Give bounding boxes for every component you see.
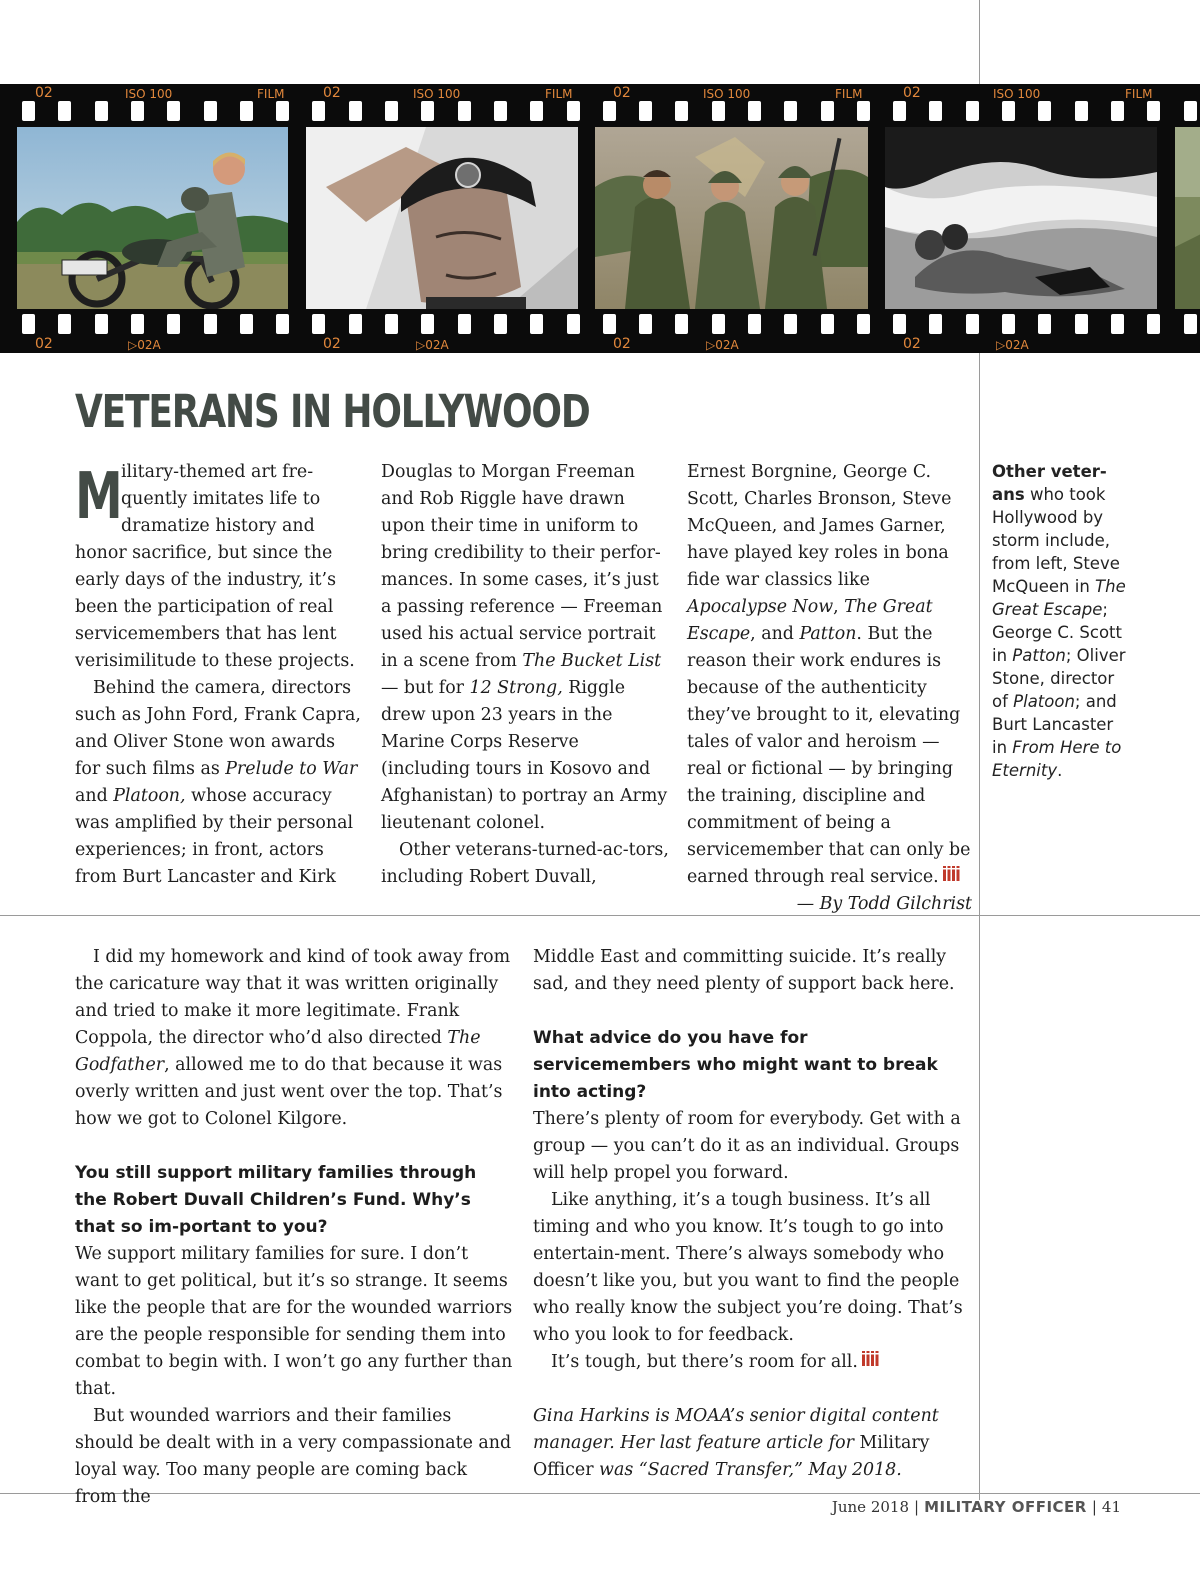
sprocket-hole bbox=[349, 314, 362, 334]
paragraph bbox=[75, 675, 365, 891]
sprocket-hole bbox=[95, 314, 108, 334]
text: and bbox=[75, 786, 114, 806]
photo-from-here-to-eternity bbox=[885, 127, 1157, 309]
sprocket-hole bbox=[821, 314, 834, 334]
film-strip bbox=[0, 84, 1200, 353]
frame-code: ▷02A bbox=[128, 338, 161, 352]
caption-line: Stone, director bbox=[992, 669, 1115, 688]
answer-paragraph: We support military families for sure. I don’t want to get political, but it’s so strange. It seems like the people that are for the wounded warriors are the people responsible for sending them into combat to begin with. I won’t go any further than that. bbox=[75, 1244, 513, 1399]
frame-film: FILM bbox=[257, 87, 285, 101]
text-line: dramatize history and bbox=[121, 516, 315, 536]
text-line: quently imitates life to bbox=[121, 489, 321, 509]
sprocket-hole bbox=[603, 101, 616, 121]
sprocket-hole bbox=[929, 101, 942, 121]
frame-code-text: 02A bbox=[715, 338, 739, 352]
sprocket-hole bbox=[567, 101, 580, 121]
caption-text: McQueen in bbox=[992, 577, 1096, 596]
text: Behind the camera, directors such as John Ford, Frank Capra, and Oliver Stone won awards for such films as bbox=[75, 678, 361, 779]
frame-iso: ISO 100 bbox=[125, 87, 173, 101]
footer-separator: | bbox=[914, 1498, 920, 1516]
text: whose accuracy was amplified by their personal experiences; in front, actors from Burt Lancaster and Kirk bbox=[75, 786, 354, 887]
sprocket-hole bbox=[966, 314, 979, 334]
frame-number: 02 bbox=[35, 336, 53, 352]
frame-iso: ISO 100 bbox=[993, 87, 1041, 101]
sprocket-hole bbox=[1184, 314, 1197, 334]
sprocket-hole bbox=[1075, 314, 1088, 334]
sprocket-hole bbox=[1002, 101, 1015, 121]
sprocket-hole bbox=[1075, 101, 1088, 121]
sprocket-hole bbox=[966, 101, 979, 121]
sprocket-hole bbox=[385, 314, 398, 334]
author-bio bbox=[533, 1403, 969, 1484]
sprocket-hole bbox=[639, 101, 652, 121]
sprocket-hole bbox=[204, 101, 217, 121]
interview-question: What advice do you have for servicemembers who might want to break into acting? bbox=[533, 1028, 938, 1102]
paragraph-text: honor sacrifice, but since the early days of the industry, it’s been the participation of real servicemembers that has lent verisimilitude to these projects. bbox=[75, 543, 355, 671]
film-title: Prelude to War bbox=[225, 759, 358, 779]
text-line: ilitary-themed art fre- bbox=[121, 462, 314, 482]
sprocket-hole bbox=[240, 314, 253, 334]
text: I did my homework and kind of took away from the caricature way that it was written originally and tried to make it more legitimate. Frank Coppola, the director who’d also directed bbox=[75, 947, 511, 1048]
caption-text: in bbox=[992, 646, 1013, 665]
text: It’s tough, but there’s room for all. bbox=[551, 1352, 858, 1372]
paragraph: Other veterans-turned-ac-tors, including Robert Duvall, bbox=[381, 840, 669, 887]
sprocket-hole bbox=[1038, 101, 1051, 121]
sprocket-hole bbox=[639, 314, 652, 334]
text: Riggle drew upon 23 years in the Marine Corps Reserve (including tours in Kosovo and Afghanistan) to portray an Army lieutenant colonel. bbox=[381, 678, 668, 833]
frame-film: FILM bbox=[835, 87, 863, 101]
caption-line: Burt Lancaster bbox=[992, 715, 1114, 734]
caption-film-title: From Here to bbox=[1012, 738, 1122, 757]
spacer bbox=[533, 1376, 969, 1403]
sprocket-hole bbox=[167, 314, 180, 334]
page-number: 41 bbox=[1101, 1498, 1121, 1516]
article-column-3 bbox=[687, 459, 972, 918]
text: , bbox=[833, 597, 845, 617]
sprocket-hole bbox=[458, 101, 471, 121]
sprocket-hole bbox=[675, 101, 688, 121]
interview-question: You still support military families through the Robert Duvall Children’s Fund. Why’s that so im-portant to you? bbox=[75, 1163, 477, 1237]
end-mark-icon bbox=[943, 866, 960, 881]
caption-text: ; bbox=[1102, 600, 1108, 619]
sprocket-holes-top bbox=[0, 101, 1200, 121]
sprocket-hole bbox=[603, 314, 616, 334]
sprocket-hole bbox=[494, 314, 507, 334]
answer-paragraph: Like anything, it’s a tough business. It’s all timing and who you know. It’s tough to go into entertain-ment. There’s always somebody who doesn’t like you, but you want to find the people who really know the subject you’re doing. That’s who you look to for feedback. bbox=[533, 1190, 963, 1345]
text: , allowed me to do that because it was overly written and just went over the top. That’s how we got to Colonel Kilgore. bbox=[75, 1055, 503, 1129]
sprocket-hole bbox=[421, 314, 434, 334]
sprocket-hole bbox=[748, 101, 761, 121]
sprocket-hole bbox=[95, 101, 108, 121]
frame-code-text: 02A bbox=[137, 338, 161, 352]
sprocket-hole bbox=[857, 314, 870, 334]
frame-code-text: 02A bbox=[425, 338, 449, 352]
sprocket-hole bbox=[167, 101, 180, 121]
interview-column-left bbox=[75, 944, 513, 1511]
sprocket-hole bbox=[349, 101, 362, 121]
caption-text: of bbox=[992, 692, 1014, 711]
sprocket-hole bbox=[821, 101, 834, 121]
sprocket-hole bbox=[784, 101, 797, 121]
caption-lead: Other veter- bbox=[992, 462, 1107, 481]
caption-text: who took bbox=[1024, 485, 1106, 504]
film-title: The Godfather bbox=[75, 1028, 481, 1075]
film-title: Platoon, bbox=[113, 786, 186, 806]
frame-number: 02 bbox=[323, 336, 341, 352]
sprocket-hole bbox=[567, 314, 580, 334]
sprocket-holes-bottom bbox=[0, 314, 1200, 334]
frame-iso: ISO 100 bbox=[703, 87, 751, 101]
spacer bbox=[533, 998, 969, 1025]
caption-text: ; and bbox=[1074, 692, 1117, 711]
sprocket-hole bbox=[784, 314, 797, 334]
page-footer bbox=[832, 1495, 1121, 1519]
byline: — By Todd Gilchrist bbox=[796, 894, 972, 914]
caption-text: in bbox=[992, 738, 1013, 757]
frame-number: 02 bbox=[903, 85, 921, 101]
frame-iso: ISO 100 bbox=[413, 87, 461, 101]
text: , and bbox=[750, 624, 800, 644]
sprocket-hole bbox=[1147, 101, 1160, 121]
text: Ernest Borgnine, George C. Scott, Charles Bronson, Steve McQueen, and James Garner, have played key roles in bona fide war classics like bbox=[687, 462, 952, 590]
caption-lead: ans bbox=[992, 485, 1025, 504]
sprocket-hole bbox=[748, 314, 761, 334]
caption-line: Hollywood by bbox=[992, 508, 1104, 527]
sprocket-hole bbox=[929, 314, 942, 334]
frame-code: ▷02A bbox=[996, 338, 1029, 352]
caption-film-title: Eternity bbox=[992, 761, 1058, 780]
caption-film-title: Great Escape bbox=[992, 600, 1103, 619]
spacer bbox=[75, 1133, 513, 1160]
text: Gina Harkins is MOAA’s senior digital content manager. Her last feature article for bbox=[533, 1406, 939, 1453]
text: was “Sacred Transfer,” May 2018. bbox=[593, 1460, 902, 1480]
text: . But the reason their work endures is because of the authenticity they’ve brought to it, elevating tales of valor and heroism — real or fictional — by bringing the training, discipline and commitment of being a servicemember that can only be earned through real service. bbox=[687, 624, 971, 887]
film-title: Apocalypse Now bbox=[687, 597, 834, 617]
text: — but for bbox=[381, 678, 470, 698]
caption-line: George C. Scott bbox=[992, 623, 1122, 642]
sprocket-hole bbox=[1002, 314, 1015, 334]
sprocket-hole bbox=[530, 314, 543, 334]
section-divider bbox=[0, 915, 1200, 916]
caption-line: storm include, bbox=[992, 531, 1110, 550]
photo-partial bbox=[1175, 127, 1200, 309]
photo-platoon bbox=[595, 127, 868, 309]
frame-number: 02 bbox=[323, 85, 341, 101]
sprocket-hole bbox=[712, 314, 725, 334]
frame-film: FILM bbox=[545, 87, 573, 101]
sprocket-hole bbox=[312, 101, 325, 121]
paragraph bbox=[381, 459, 671, 837]
drop-cap: M bbox=[75, 460, 123, 534]
photo-great-escape bbox=[17, 127, 288, 309]
sprocket-hole bbox=[675, 314, 688, 334]
sprocket-hole bbox=[385, 101, 398, 121]
sprocket-hole bbox=[1038, 314, 1051, 334]
sprocket-hole bbox=[494, 101, 507, 121]
caption-text: ; Oliver bbox=[1065, 646, 1126, 665]
sprocket-hole bbox=[893, 101, 906, 121]
sprocket-hole bbox=[421, 101, 434, 121]
photo-caption bbox=[992, 460, 1172, 782]
answer-paragraph: There’s plenty of room for everybody. Get with a group — you can’t do it as an individual. Groups will help propel you forward. bbox=[533, 1109, 961, 1183]
text: Douglas to Morgan Freeman and Rob Riggle have drawn upon their time in uniform to bring credibility to their perfor-mances. In some cases, it’s just a passing reference — Freeman used his actual service portrait in a scene from bbox=[381, 462, 663, 671]
frame-number: 02 bbox=[613, 85, 631, 101]
sprocket-hole bbox=[131, 101, 144, 121]
frame-film: FILM bbox=[1125, 87, 1153, 101]
sprocket-hole bbox=[276, 314, 289, 334]
sprocket-hole bbox=[131, 314, 144, 334]
answer-paragraph: But wounded warriors and their families should be dealt with in a very compassionate and loyal way. Too many people are coming back from the bbox=[75, 1406, 512, 1507]
sprocket-hole bbox=[240, 101, 253, 121]
sprocket-hole bbox=[204, 314, 217, 334]
sprocket-hole bbox=[276, 101, 289, 121]
caption-line: from left, Steve bbox=[992, 554, 1120, 573]
film-title: The Bucket List bbox=[522, 651, 662, 671]
sprocket-hole bbox=[58, 101, 71, 121]
answer-paragraph bbox=[533, 1349, 969, 1376]
sprocket-hole bbox=[1147, 314, 1160, 334]
sprocket-hole bbox=[530, 101, 543, 121]
sprocket-hole bbox=[458, 314, 471, 334]
caption-text: . bbox=[1057, 761, 1063, 780]
frame-number: 02 bbox=[903, 336, 921, 352]
caption-film-title: Patton bbox=[1012, 646, 1066, 665]
sprocket-hole bbox=[893, 314, 906, 334]
film-title: 12 Strong, bbox=[469, 678, 563, 698]
answer-paragraph: Middle East and committing suicide. It’s really sad, and they need plenty of support back here. bbox=[533, 947, 955, 994]
frame-number: 02 bbox=[613, 336, 631, 352]
article-column-2 bbox=[381, 459, 671, 891]
sprocket-hole bbox=[1184, 101, 1197, 121]
end-mark-icon bbox=[862, 1351, 879, 1366]
footer-date: June 2018 bbox=[831, 1498, 909, 1516]
sprocket-hole bbox=[22, 101, 35, 121]
frame-number: 02 bbox=[35, 85, 53, 101]
sprocket-hole bbox=[857, 101, 870, 121]
film-title: The Great Escape bbox=[687, 597, 933, 644]
sprocket-hole bbox=[712, 101, 725, 121]
article-column-1 bbox=[75, 459, 365, 891]
paragraph bbox=[687, 459, 972, 891]
answer-paragraph bbox=[75, 944, 513, 1133]
frame-code: ▷02A bbox=[706, 338, 739, 352]
sprocket-hole bbox=[312, 314, 325, 334]
sprocket-hole bbox=[1111, 314, 1124, 334]
sprocket-hole bbox=[1111, 101, 1124, 121]
caption-film-title: Platoon bbox=[1013, 692, 1075, 711]
frame-code-text: 02A bbox=[1005, 338, 1029, 352]
publication-name: Military Officer bbox=[533, 1433, 930, 1480]
sprocket-hole bbox=[58, 314, 71, 334]
frame-code: ▷02A bbox=[416, 338, 449, 352]
footer-separator: | bbox=[1091, 1498, 1097, 1516]
interview-column-right bbox=[533, 944, 969, 1484]
article-headline: VETERANS IN HOLLYWOOD bbox=[75, 385, 590, 438]
sprocket-hole bbox=[22, 314, 35, 334]
caption-film-title: The bbox=[1095, 577, 1126, 596]
film-title: Patton bbox=[799, 624, 857, 644]
footer-publication: MILITARY OFFICER bbox=[924, 1498, 1087, 1516]
photo-patton bbox=[306, 127, 578, 309]
